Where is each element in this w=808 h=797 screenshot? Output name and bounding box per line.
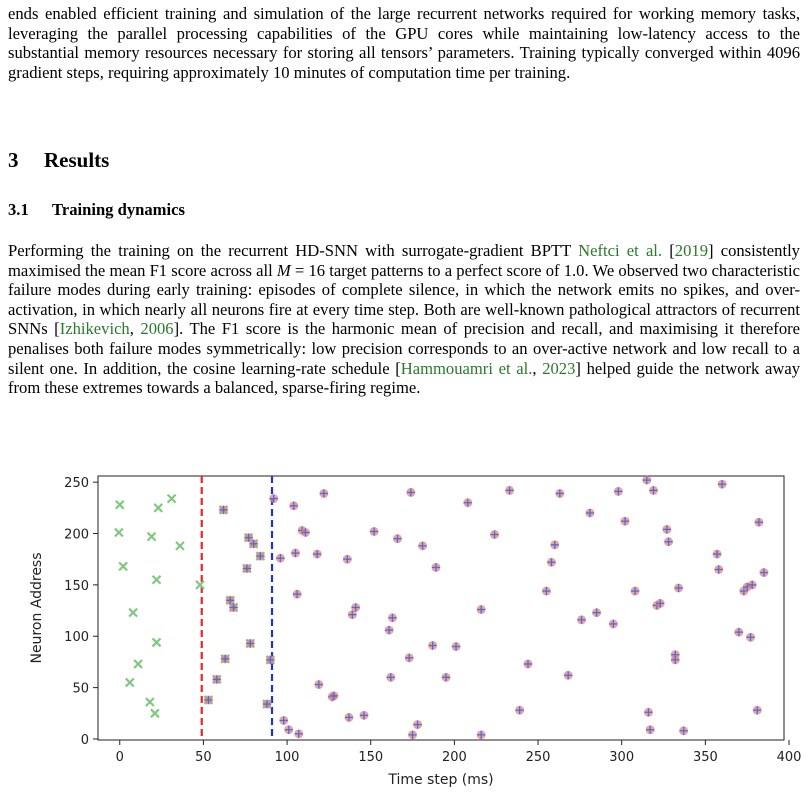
- output-spike-marker: [564, 671, 573, 680]
- output-spike-marker: [266, 655, 275, 664]
- x-tick-label: 150: [358, 750, 384, 765]
- output-spike-marker: [646, 725, 655, 734]
- citation-neftci-year-link[interactable]: 2019: [674, 241, 708, 260]
- results-paragraph: Performing the training on the recurrent HD-SNN with surrogate-gradient BPTT Neftci et al. [2019] consistently maximised the mean F1 score across all M = 16 target patterns to a perfect score of 1.0. We observed two characteristic failure modes during early training: episodes of complete silence, in which the network emits no spikes, and over-activation, in which nearly all neurons fire at every time step. Both are well-known pathological attractors of recurrent SNNs [Izhikevich, 2006]. The F1 score is the harmonic mean of precision and recall, and maximising it therefore penalises both failure modes symmetrically: low precision corresponds to an over-active network and low recall to a silent one. In addition, the cosine learning-rate schedule [Hammouamri et al., 2023] helped guide the network away from these extremes towards a balanced, sparse-firing regime.: [8, 241, 801, 398]
- section-heading: 3 Results: [8, 148, 110, 172]
- input-spike-marker: [148, 533, 156, 541]
- output-spike-marker: [262, 700, 271, 709]
- x-axis-label: Time step (ms): [388, 772, 494, 788]
- x-tick-label: 350: [692, 750, 718, 765]
- output-spike-marker: [664, 537, 673, 546]
- output-spike-marker: [550, 540, 559, 549]
- output-spike-marker: [759, 568, 768, 577]
- output-spike-marker: [204, 695, 213, 704]
- input-spike-marker: [153, 576, 161, 584]
- x-tick-label: 100: [274, 750, 300, 765]
- output-spike-marker: [269, 494, 278, 503]
- input-spike-marker: [154, 504, 162, 512]
- output-spike-marker: [279, 716, 288, 725]
- citation-hammouamri-year-link[interactable]: 2023: [542, 358, 576, 378]
- input-spike-marker: [196, 581, 204, 589]
- output-spike-marker: [592, 608, 601, 617]
- y-tick-label: 250: [64, 476, 89, 492]
- output-spike-marker: [515, 706, 524, 715]
- output-spike-marker: [313, 550, 322, 559]
- output-spike-marker: [329, 691, 338, 700]
- output-spike-marker: [614, 487, 623, 496]
- output-spike-marker: [671, 655, 680, 664]
- citation-neftci-link[interactable]: Neftci et al.: [578, 241, 663, 260]
- input-spike-marker: [151, 709, 159, 717]
- output-spike-marker: [276, 554, 285, 563]
- spike-raster-figure: [0, 462, 808, 797]
- output-spike-marker: [343, 555, 352, 564]
- x-tick-label: 0: [115, 750, 124, 765]
- y-tick-label: 100: [64, 630, 89, 646]
- y-tick-label: 150: [64, 578, 89, 594]
- output-spike-marker: [542, 587, 551, 596]
- output-spike-marker: [477, 730, 486, 739]
- output-spike-marker: [314, 680, 323, 689]
- output-spike-marker: [621, 517, 630, 526]
- y-tick-label: 50: [72, 681, 89, 697]
- output-spike-marker: [284, 725, 293, 734]
- y-tick-label: 0: [80, 732, 89, 748]
- output-spike-marker: [679, 726, 688, 735]
- output-spike-marker: [246, 639, 255, 648]
- output-spike-marker: [385, 626, 394, 635]
- output-spike-marker: [656, 599, 665, 608]
- output-spike-marker: [393, 534, 402, 543]
- output-spike-marker: [753, 706, 762, 715]
- citation-izhikevich-link[interactable]: Izhikevich: [59, 319, 130, 339]
- output-spike-marker: [408, 730, 417, 739]
- output-spike-marker: [649, 486, 658, 495]
- output-spike-marker: [289, 501, 298, 510]
- citation-hammouamri-link[interactable]: Hammouamri et al.: [400, 358, 533, 378]
- citation-izhikevich-year-link[interactable]: 2006: [140, 319, 174, 339]
- output-spike-marker: [662, 525, 671, 534]
- output-spike-marker: [221, 654, 230, 663]
- y-axis-label: Neuron Address: [29, 552, 45, 664]
- output-spike-marker: [718, 480, 727, 489]
- output-spike-marker: [219, 505, 228, 514]
- x-tick-label: 250: [525, 750, 551, 765]
- intro-paragraph: ends enabled efficient training and simulation of the large recurrent networks required for working memory tasks, leveraging the parallel processing capabilities of the GPU cores while maintaining low-latency access to the substantial memory resources necessary for storing all tensors’ parameters. Training typically converged within 4096 gradient steps, requiring approximately 10 minutes of computation time per training.: [8, 4, 800, 82]
- x-tick-label: 300: [609, 750, 635, 765]
- output-spike-marker: [452, 642, 461, 651]
- input-spike-marker: [115, 528, 123, 536]
- output-spike-marker: [748, 580, 757, 589]
- output-spike-marker: [291, 549, 300, 558]
- output-spike-marker: [754, 518, 763, 527]
- output-spike-marker: [242, 564, 251, 573]
- output-spike-marker: [344, 713, 353, 722]
- output-spike-marker: [388, 613, 397, 622]
- input-spike-marker: [176, 542, 184, 550]
- output-spike-marker: [370, 527, 379, 536]
- output-spike-marker: [294, 729, 303, 738]
- output-spike-marker: [577, 615, 586, 624]
- output-spike-marker: [644, 708, 653, 717]
- output-spike-marker: [405, 653, 414, 662]
- input-spike-marker: [134, 660, 142, 668]
- output-spike-marker: [431, 563, 440, 572]
- output-spike-marker: [406, 488, 415, 497]
- input-spike-marker: [126, 678, 134, 686]
- input-spike-marker: [146, 698, 154, 706]
- output-spike-marker: [642, 476, 651, 485]
- output-spike-marker: [229, 603, 238, 612]
- output-spike-marker: [463, 498, 472, 507]
- output-spike-marker: [547, 558, 556, 567]
- output-spike-marker: [713, 550, 722, 559]
- output-spike-marker: [256, 552, 265, 561]
- output-spike-marker: [249, 539, 258, 548]
- output-spike-marker: [301, 528, 310, 537]
- output-spike-marker: [413, 720, 422, 729]
- output-spike-marker: [714, 565, 723, 574]
- output-spike-marker: [490, 530, 499, 539]
- output-spike-marker: [524, 659, 533, 668]
- output-spike-marker: [505, 486, 514, 495]
- input-spike-marker: [153, 638, 161, 646]
- subsection-heading: 3.1 Training dynamics: [8, 200, 185, 219]
- input-spike-marker: [129, 609, 137, 617]
- x-tick-label: 200: [441, 750, 467, 765]
- output-spike-marker: [609, 619, 618, 628]
- y-tick-label: 200: [64, 527, 89, 543]
- output-spike-marker: [418, 541, 427, 550]
- output-spike-marker: [585, 508, 594, 517]
- output-spike-marker: [734, 628, 743, 637]
- input-spike-marker: [168, 495, 176, 503]
- output-spike-marker: [360, 711, 369, 720]
- input-spike-marker: [116, 501, 124, 509]
- x-tick-label: 400: [776, 750, 802, 765]
- x-tick-label: 50: [195, 750, 212, 765]
- output-spike-marker: [386, 673, 395, 682]
- output-spike-marker: [442, 673, 451, 682]
- output-spike-marker: [555, 489, 564, 498]
- output-spike-marker: [293, 590, 302, 599]
- output-spike-marker: [746, 633, 755, 642]
- output-spike-marker: [477, 605, 486, 614]
- output-spike-marker: [428, 641, 437, 650]
- input-spike-marker: [119, 562, 127, 570]
- output-spike-marker: [674, 583, 683, 592]
- output-spike-marker: [319, 489, 328, 498]
- output-spike-marker: [631, 587, 640, 596]
- output-spike-marker: [351, 603, 360, 612]
- output-spike-marker: [212, 675, 221, 684]
